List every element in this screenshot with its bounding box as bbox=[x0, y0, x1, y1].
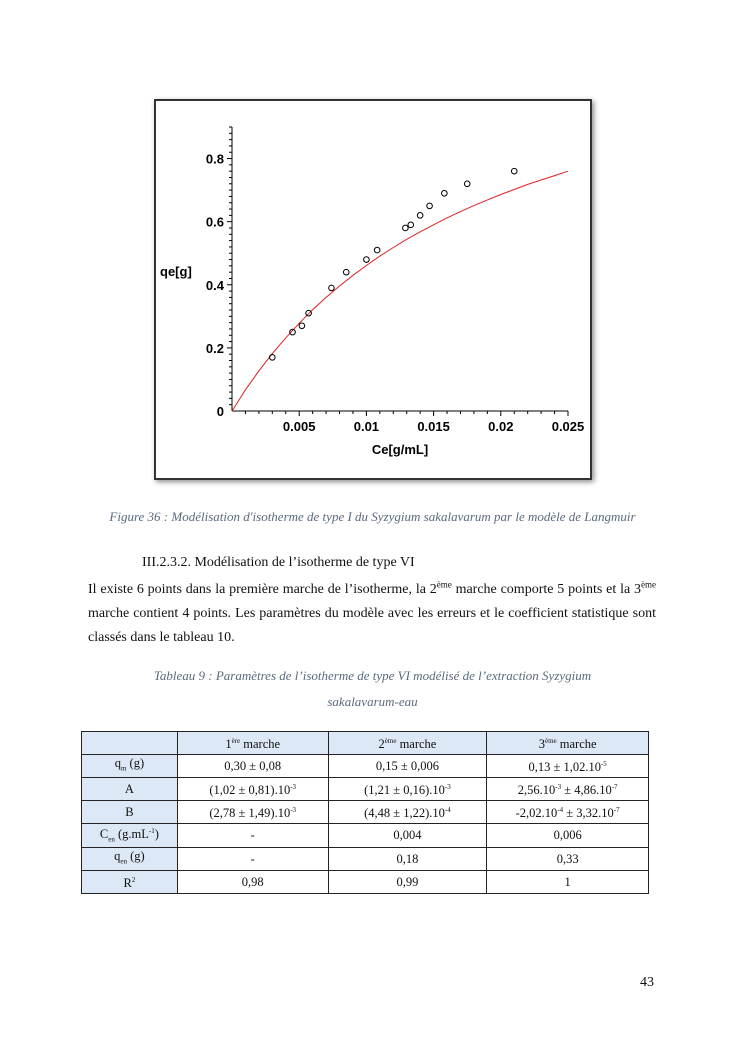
cell-cen-2: 0,004 bbox=[328, 824, 487, 848]
data-point bbox=[299, 323, 305, 329]
x-tick-label: 0.01 bbox=[353, 419, 380, 434]
x-tick-label: 0.005 bbox=[282, 419, 316, 434]
y-axis-label: qe[g] bbox=[160, 264, 192, 279]
table-caption-line-1: Tableau 9 : Paramètres de l’isotherme de type VI modélisé de l’extraction Syzygium bbox=[153, 668, 592, 683]
paragraph-text-3: marche contient 4 points. Les paramètres du modèle avec les erreurs et le coefficient statistique sont classés dans le tableau 10. bbox=[88, 606, 656, 645]
row-label-r2: $R^2$ bbox=[82, 870, 178, 893]
paragraph-text-2: marche comporte 5 points et la 3 bbox=[451, 582, 641, 597]
header-marche-2: 2ème marche bbox=[328, 732, 487, 755]
cell-cen-1: - bbox=[177, 824, 328, 848]
cell-qen-1: - bbox=[177, 847, 328, 870]
data-point bbox=[427, 203, 433, 209]
cell-a-1: $(1,02 \pm 0,81).10^{-3}$ bbox=[177, 778, 328, 801]
row-label-qm: $q_m$ (g) bbox=[82, 755, 178, 778]
body-paragraph bbox=[88, 578, 656, 650]
data-point bbox=[511, 168, 517, 174]
data-point bbox=[270, 355, 276, 361]
table-row bbox=[82, 755, 649, 778]
y-tick-label: 0 bbox=[216, 404, 224, 419]
cell-qen-3: 0,33 bbox=[487, 847, 649, 870]
paragraph-text-1: Il existe 6 points dans la première marche de l’isotherme, la 2 bbox=[88, 582, 437, 597]
page-number: 43 bbox=[640, 975, 654, 990]
cell-a-3: $2,56.10^{-3} \pm 4,86.10^{-7}$ bbox=[487, 778, 649, 801]
figure-frame bbox=[154, 99, 592, 480]
y-tick-label: 0.4 bbox=[205, 277, 224, 293]
x-tick-label: 0.02 bbox=[488, 419, 514, 434]
data-point bbox=[442, 190, 448, 196]
y-tick-label: 0.8 bbox=[205, 151, 224, 167]
row-label-b: B bbox=[82, 801, 178, 824]
table-row bbox=[82, 824, 649, 848]
row-label-qen: $q_{en}$ (g) bbox=[82, 847, 178, 870]
table-caption-line-2: sakalavarum-eau bbox=[327, 694, 418, 709]
x-tick-label: 0.025 bbox=[551, 419, 585, 434]
data-point bbox=[343, 269, 349, 275]
table-header-row bbox=[82, 732, 649, 755]
data-point bbox=[329, 285, 335, 291]
langmuir-chart bbox=[156, 101, 590, 478]
cell-cen-3: 0,006 bbox=[487, 824, 649, 848]
header-marche-3: 3ème marche bbox=[487, 732, 649, 755]
y-tick-label: 0.2 bbox=[205, 340, 224, 356]
table-corner-cell bbox=[82, 732, 178, 755]
cell-qm-1: 0,30 ± 0,08 bbox=[177, 755, 328, 778]
data-point bbox=[364, 257, 370, 263]
figure-caption: Figure 36 : Modélisation d'isotherme de type I du Syzygium sakalavarum par le modèle de Langmuir bbox=[109, 509, 636, 524]
cell-b-3: $-2,02.10^{-4} \pm 3,32.10^{-7}$ bbox=[487, 801, 649, 824]
cell-a-2: $(1,21 \pm 0,16).10^{-3}$ bbox=[328, 778, 487, 801]
cell-qen-2: 0,18 bbox=[328, 847, 487, 870]
data-point bbox=[417, 213, 423, 219]
section-heading: III.2.3.2. Modélisation de l’isotherme de type VI bbox=[142, 555, 415, 570]
data-point bbox=[374, 247, 380, 253]
parameters-table bbox=[81, 731, 649, 894]
row-label-cen: $C_{en}$ $(g.mL^{-1})$ bbox=[82, 824, 178, 848]
header-marche-1: 1ère marche bbox=[177, 732, 328, 755]
cell-b-1: $(2,78 \pm 1,49).10^{-3}$ bbox=[177, 801, 328, 824]
cell-qm-3: $0,13 \pm 1,02.10^{-5}$ bbox=[487, 755, 649, 778]
cell-b-2: $(4,48 \pm 1,22).10^{-4}$ bbox=[328, 801, 487, 824]
data-point bbox=[403, 225, 409, 231]
y-tick-label: 0.6 bbox=[205, 214, 224, 230]
row-label-a: A bbox=[82, 778, 178, 801]
cell-r2-2: 0,99 bbox=[328, 870, 487, 893]
table-row bbox=[82, 870, 649, 893]
langmuir-model-curve bbox=[232, 171, 568, 411]
cell-r2-1: 0,98 bbox=[177, 870, 328, 893]
x-axis-label: Ce[g/mL] bbox=[371, 442, 429, 457]
cell-qm-2: 0,15 ± 0,006 bbox=[328, 755, 487, 778]
table-row bbox=[82, 778, 649, 801]
x-tick-label: 0.015 bbox=[417, 419, 450, 434]
table-row bbox=[82, 801, 649, 824]
data-point bbox=[464, 181, 470, 187]
table-row bbox=[82, 847, 649, 870]
data-point bbox=[408, 222, 414, 228]
paragraph-sup-1: ème bbox=[436, 579, 452, 590]
cell-r2-3: 1 bbox=[487, 870, 649, 893]
paragraph-sup-2: ème bbox=[641, 579, 656, 590]
